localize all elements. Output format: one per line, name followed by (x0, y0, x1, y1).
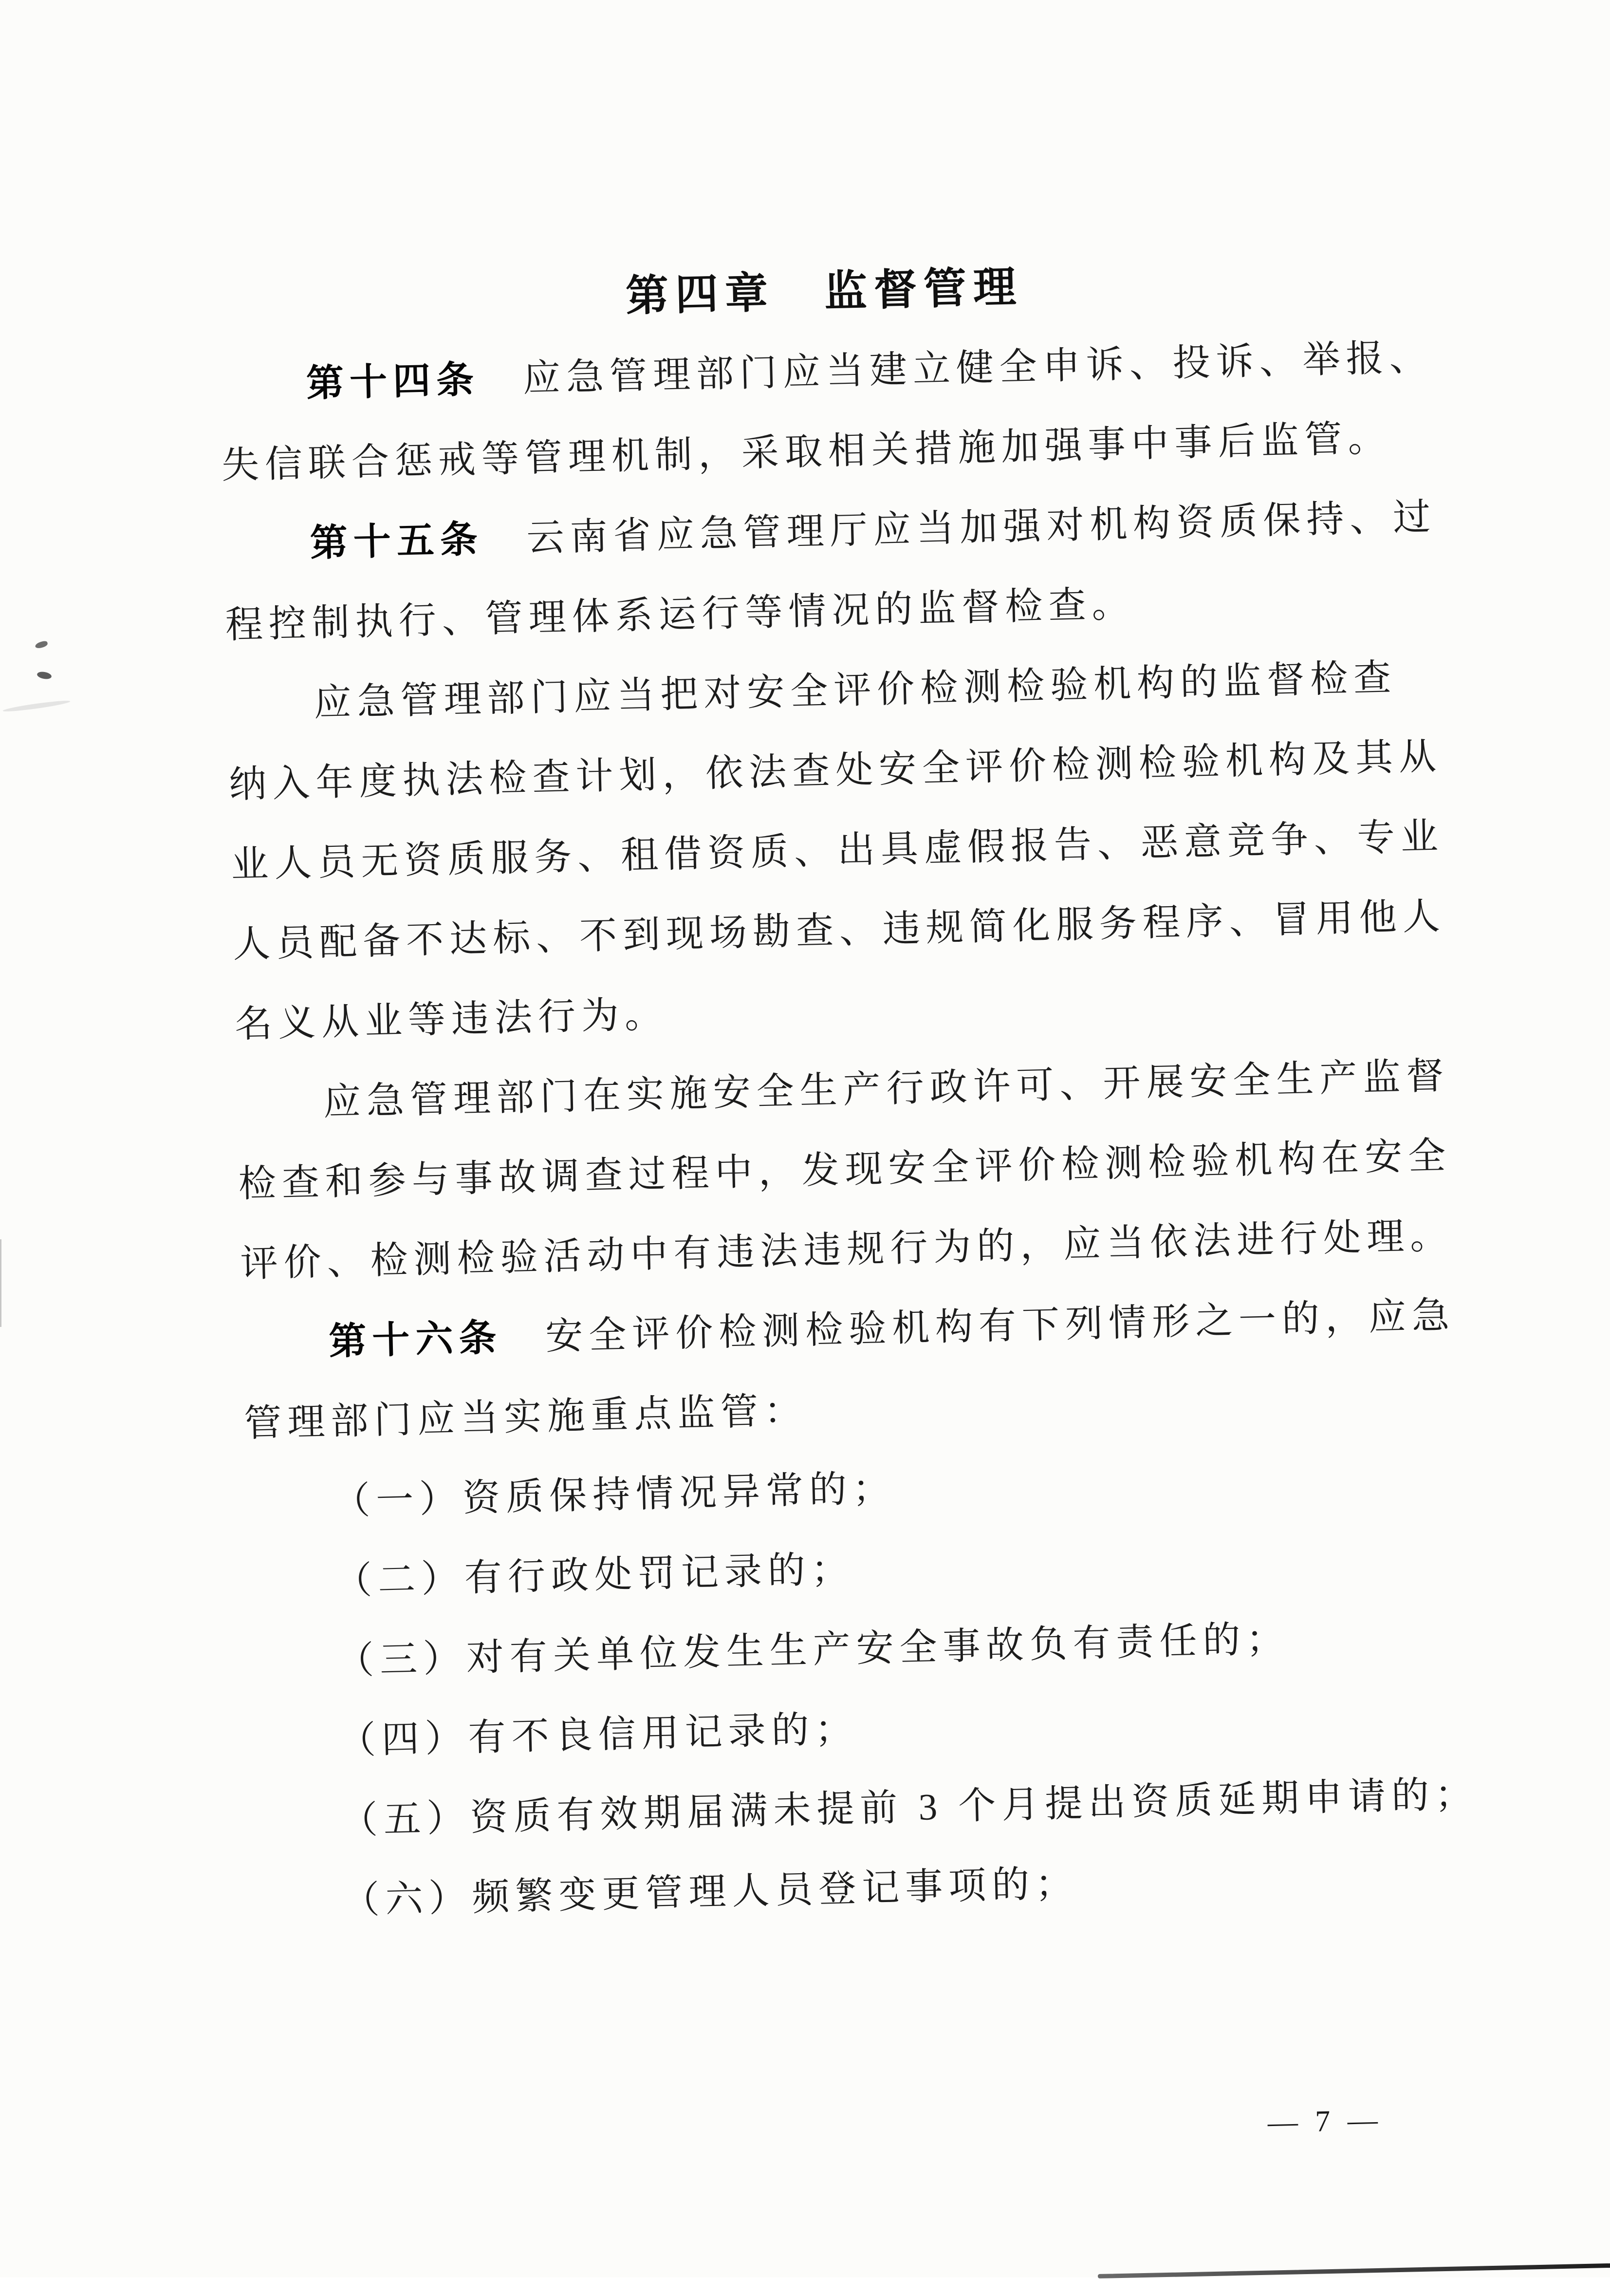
text-line: 纳入年度执法检查计划，依法查处安全评价检测检验机构及其从 (228, 735, 1443, 806)
article-number: 第十四条 (306, 358, 481, 406)
text-line: 应急管理部门应当把对安全评价检测检验机构的监督检查 (313, 656, 1398, 724)
text-line: 检查和参与事故调查过程中，发现安全评价检测检验机构在安全 (238, 1134, 1452, 1205)
line-text: 云南省应急管理厅应当加强对机构资质保持、过 (482, 496, 1437, 560)
page-number: — 7 — (1267, 2103, 1383, 2140)
article-number: 第十五条 (309, 518, 484, 565)
text-line: 评价、检测检验活动中有违法违规行为的，应当依法进行处理。 (240, 1214, 1454, 1285)
list-item: （六）频繁变更管理人员登记事项的； (341, 1862, 1079, 1922)
line-text: 应急管理部门应当建立健全申诉、投诉、举报、 (479, 336, 1433, 401)
text-line: 人员配备不达标、不到现场勘查、违规简化服务程序、冒用他人 (232, 895, 1446, 966)
line-text: 安全评价检测检验机构有下列情形之一的，应急 (501, 1294, 1456, 1359)
scan-left-streak (0, 1239, 1, 1327)
list-item: （四）有不良信用记录的； (337, 1707, 859, 1762)
text-line: 应急管理部门在实施安全生产行政许可、开展安全生产监督 (322, 1054, 1450, 1123)
text-line: 程控制执行、管理体系运行等情况的监督检查。 (224, 582, 1136, 646)
text-line: 失信联合惩戒等管理机制，采取相关措施加强事中事后监管。 (221, 417, 1392, 486)
list-item: （五）资质有效期届满未提前 3 个月提出资质延期申请的； (339, 1773, 1479, 1842)
chapter-title: 第四章 监督管理 (625, 261, 1024, 321)
text-line: 管理部门应当实施重点监管： (243, 1389, 808, 1445)
document-body (217, 237, 1479, 1942)
text-line: 名义从业等违法行为。 (234, 993, 668, 1045)
list-item: （一）资质保持情况异常的； (332, 1467, 896, 1523)
article-number: 第十六条 (328, 1316, 503, 1364)
text-line: 业人员无资质服务、租借资质、出具虚假报告、恶意竞争、专业 (230, 815, 1444, 886)
list-item: （二）有行政处罚记录的； (334, 1548, 855, 1602)
list-item: （三）对有关单位发生生产安全事故负有责任的； (335, 1617, 1290, 1682)
